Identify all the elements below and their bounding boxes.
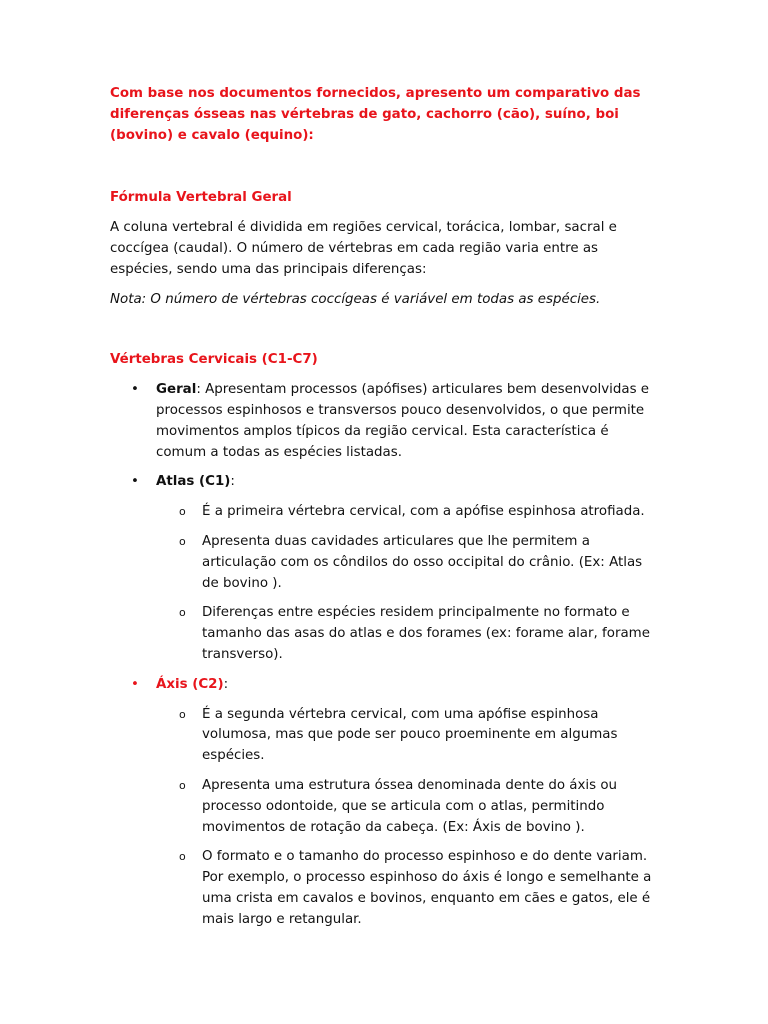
section-heading-cervical: Vértebras Cervicais (C1-C7): [110, 352, 318, 368]
sublist-item: o É a segunda vértebra cervical, com uma apófise espinhosa volumosa, mas que pode ser pouco proeminente em algumas espécies.: [156, 705, 660, 767]
axis-sublist: [156, 705, 660, 931]
item-label-atlas: Atlas (C1): [156, 474, 231, 490]
item-text-atlas: :: [230, 474, 235, 490]
cervical-list: [110, 380, 660, 930]
sublist-item: o É a primeira vértebra cervical, com a apófise espinhosa atrofiada.: [156, 502, 660, 523]
list-item-axis: [110, 675, 660, 931]
formula-note: Nota: O número de vértebras coccígeas é variável em todas as espécies.: [110, 291, 601, 307]
sublist-item: o Diferenças entre espécies residem principalmente no formato e tamanho das asas do atlas e dos forames (ex: forame alar, forame transverso).: [156, 603, 660, 665]
list-item-atlas: [110, 472, 660, 665]
sublist-item: o Apresenta duas cavidades articulares que lhe permitem a articulação com os côndilos do osso occipital do crânio. (Ex: Atlas de bovino ).: [156, 532, 660, 594]
document-page: [110, 84, 660, 940]
item-label-geral: Geral: [156, 382, 197, 398]
item-text-geral: : Apresentam processos (apófises) articulares bem desenvolvidas e processos espinhosos e transversos pouco desenvolvidos, o que permite movimentos amplos típicos da região cervical. Esta característica é comum a todas as espécies listadas.: [156, 382, 650, 460]
intro-paragraph: Com base nos documentos fornecidos, apresento um comparativo das diferenças ósseas nas vértebras de gato, cachorro (cão), suíno, boi (bovino) e cavalo (equino):: [110, 86, 641, 143]
sublist-item: o O formato e o tamanho do processo espinhoso e do dente variam. Por exemplo, o processo espinhoso do áxis é longo e semelhante a uma crista em cavalos e bovinos, enquanto em cães e gatos, ele é mais largo e retangular.: [156, 847, 660, 930]
atlas-sublist: [156, 502, 660, 666]
formula-paragraph: A coluna vertebral é dividida em regiões cervical, torácica, lombar, sacral e coccígea (caudal). O número de vértebras em cada região varia entre as espécies, sendo uma das principais diferenças:: [110, 220, 617, 277]
item-label-axis: Áxis (C2): [156, 676, 224, 692]
sublist-item: o Apresenta uma estrutura óssea denominada dente do áxis ou processo odontoide, que se articula com o atlas, permitindo movimentos de rotação da cabeça. (Ex: Áxis de bovino ).: [156, 776, 660, 838]
list-item-geral: [110, 380, 660, 463]
section-heading-formula: Fórmula Vertebral Geral: [110, 190, 292, 206]
item-text-axis: :: [223, 676, 229, 692]
